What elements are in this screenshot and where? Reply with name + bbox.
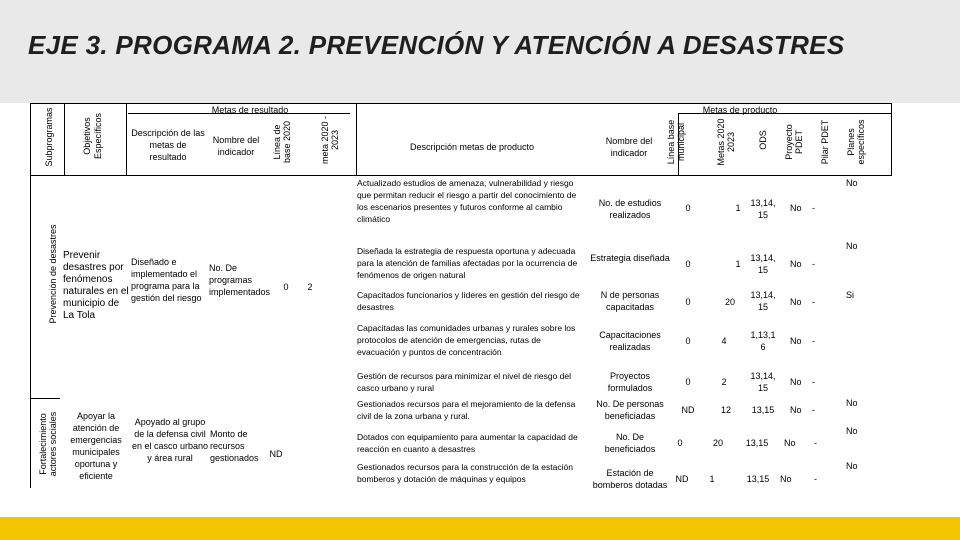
row-meta: 1 <box>735 203 741 213</box>
row-linea: 0 <box>685 377 691 387</box>
row-planes: No <box>846 241 858 251</box>
row-desc: Gestionados recursos para el mejoramiento de la defensa civil de la zona urbana y rural. <box>357 399 576 421</box>
row-ods: 13,15 <box>746 474 770 484</box>
row-indicador: No. De personas beneficiadas <box>596 399 664 421</box>
row-pilar: - <box>812 259 815 269</box>
row-indicador: Capacitaciones realizadas <box>599 330 661 352</box>
row-linea: 0 <box>685 203 691 213</box>
row-ods: 13,15 <box>745 438 769 448</box>
row-meta: 1 <box>709 474 715 484</box>
row-planes: No <box>846 398 858 408</box>
row-ods: 13,15 <box>751 405 775 415</box>
row-pilar: - <box>812 203 815 213</box>
row-ods: 13,14, 15 <box>750 290 776 312</box>
row-linea: ND <box>681 405 695 415</box>
row-linea: 0 <box>677 438 683 448</box>
header-desc-resultado: Descripción de las metas de resultado <box>131 128 205 162</box>
row-pilar: - <box>812 297 815 307</box>
header-linea-base: Línea de base 2020 <box>272 120 292 164</box>
footer-bar <box>0 517 960 540</box>
row-indicador: N de personas capacitadas <box>600 290 660 312</box>
row-desc: Gestionados recursos para la construcción de la estación bomberos y dotación de máquinas y equipos <box>357 462 573 484</box>
header-ods: ODS <box>758 130 768 150</box>
row-proyecto: No <box>790 377 802 387</box>
header-objetivos: Objetivos Específicos <box>82 112 103 160</box>
row-desc: Actualizado estudios de amenaza, vulnerabilidad y riesgo que permitan reducir el riesgo a partir del conocimiento de los escenarios presentes y futuros conforme al cambio climático <box>357 178 577 224</box>
header-pilar-pdet: Pilar PDET <box>820 119 830 165</box>
row-proyecto: No <box>790 203 802 213</box>
row-proyecto: No <box>790 405 802 415</box>
row-pilar: - <box>814 474 817 484</box>
row-planes: Si <box>846 290 855 300</box>
header-indicador-producto: Nombre del indicador <box>605 136 653 158</box>
row-planes: No <box>846 178 858 188</box>
linea-base-resultado-2: ND <box>269 449 283 459</box>
row-linea: 0 <box>685 336 691 346</box>
header-metas-resultado: Metas de resultado <box>211 105 289 115</box>
col-divider <box>126 103 127 175</box>
header-metas-2020: Metas 2020 2023 <box>716 118 736 166</box>
group-divider <box>30 398 60 399</box>
row-planes: No <box>846 426 858 436</box>
header-bottom-border <box>30 175 892 176</box>
col-divider <box>356 104 357 175</box>
row-proyecto: No <box>784 438 796 448</box>
row-ods: 13,14, 15 <box>750 371 776 393</box>
linea-base-resultado: 0 <box>283 282 289 292</box>
row-pilar: - <box>812 405 815 415</box>
row-meta: 4 <box>721 336 727 346</box>
row-indicador: No. de estudios realizados <box>598 198 662 220</box>
row-ods: 1,13,1 6 <box>750 330 776 352</box>
row-meta: 20 <box>712 438 723 448</box>
row-desc: Gestión de recursos para minimizar el nivel de riesgo del casco urbano y rural <box>357 371 572 393</box>
row-indicador: Estrategia diseñada <box>590 253 670 263</box>
row-desc: Capacitados funcionarios y líderes en gestión del riesgo de desastres <box>357 290 580 312</box>
row-meta: 1 <box>735 259 741 269</box>
row-linea: 0 <box>685 259 691 269</box>
row-meta: 2 <box>721 377 727 387</box>
row-pilar: - <box>812 336 815 346</box>
row-linea: 0 <box>685 297 691 307</box>
row-indicador: No. De beneficiados <box>604 432 656 454</box>
row-proyecto: No <box>790 297 802 307</box>
row-ods: 13,14, 15 <box>750 198 776 220</box>
row-desc: Dotados con equipamiento para aumentar la capacidad de reacción en cuanto a desastres <box>357 432 578 454</box>
meta-resultado: 2 <box>307 282 313 292</box>
header-desc-producto: Descripción metas de producto <box>409 142 535 152</box>
row-pilar: - <box>812 377 815 387</box>
row-proyecto: No <box>790 336 802 346</box>
objetivo-apoyar: Apoyar la atención de emergencias municipales oportuna y eficiente <box>70 411 122 481</box>
row-linea: ND <box>675 474 689 484</box>
row-proyecto: No <box>780 474 792 484</box>
header-planes: Planes específicos <box>846 119 866 165</box>
subprograma-fortalecimiento: Fortalecimiento actores sociales <box>38 411 58 477</box>
page-title: EJE 3. PROGRAMA 2. PREVENCIÓN Y ATENCIÓN A DESASTRES <box>28 30 845 60</box>
row-proyecto: No <box>790 259 802 269</box>
row-desc: Diseñada la estrategia de respuesta oportuna y adecuada para la atención de familias afectadas por la ocurrencia de fenómenos de origen natural <box>357 246 578 280</box>
subprograma-prevencion: Prevención de desastres <box>48 224 58 324</box>
row-pilar: - <box>814 438 817 448</box>
desc-resultado-programa: Diseñado e implementado el programa para la gestión del riesgo <box>131 257 202 303</box>
row-planes: No <box>846 461 858 471</box>
table-right-border <box>891 103 892 175</box>
header-meta-2020: meta 2020 - 2023 <box>320 115 340 165</box>
row-meta: 20 <box>724 297 735 307</box>
col-divider <box>64 103 65 175</box>
header-metas-producto: Metas de producto <box>702 105 778 115</box>
objetivo-prevenir: Prevenir desastres por fenómenos naturales en el municipio de La Tola <box>63 250 129 321</box>
header-indicador-resultado: Nombre del indicador <box>212 135 260 157</box>
indicador-programas: No. De programas implementados <box>209 263 271 297</box>
header-linea-base-municipal: Línea base municipal <box>666 119 686 165</box>
desc-resultado-defensa: Apoyado al grupo de la defensa civil en el casco urbano y área rural <box>131 417 209 463</box>
indicador-recursos: Monto de recursos gestionados <box>210 429 259 463</box>
row-desc: Capacitadas las comunidades urbanas y rurales sobre los protocolos de atención de emergencias, rutas de evacuación y puntos de concentración <box>357 323 576 357</box>
row-indicador: Estación de bomberos dotadas <box>592 468 668 490</box>
row-ods: 13,14, 15 <box>750 253 776 275</box>
row-meta: 12 <box>720 405 731 415</box>
row-indicador: Proyectos formulados <box>607 371 653 393</box>
header-proyecto-pdet: Proyecto PDET <box>784 124 804 160</box>
header-subprogramas: Subprogramas <box>44 107 54 167</box>
table-left-border <box>30 103 31 488</box>
